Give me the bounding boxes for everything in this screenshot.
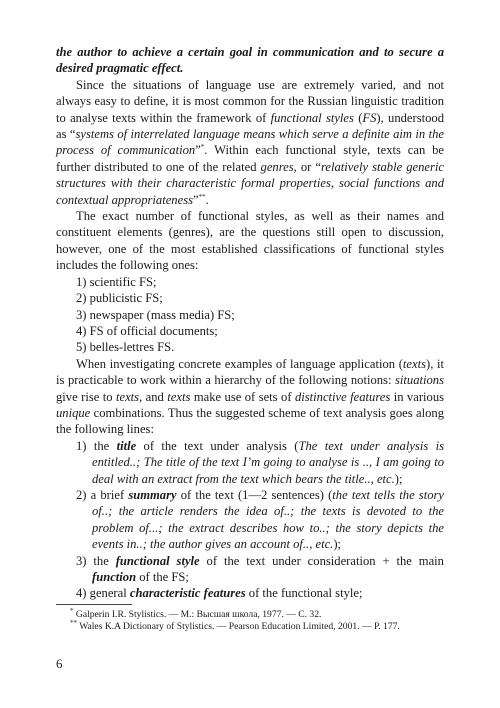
list-item: 5) belles-lettres FS. bbox=[76, 340, 175, 355]
italic-term: distinctive features bbox=[294, 389, 391, 404]
list-item bbox=[76, 553, 444, 586]
emphasis-text: the author to achieve a certain goal in communication and to secure a desired pragmatic effect. bbox=[56, 45, 444, 76]
italic-quote: relatively stable generic structures with their characteristic formal properties, social functions and contextual appropriateness bbox=[56, 159, 444, 207]
footnote bbox=[56, 606, 444, 621]
text-run: of the text under consideration + the main bbox=[199, 553, 444, 568]
text-run: ” bbox=[193, 192, 199, 207]
key-term: functional style bbox=[115, 553, 200, 568]
list-item: 2) publicistic FS; bbox=[76, 291, 163, 306]
key-term: function bbox=[92, 570, 137, 584]
text-run: ), understood as “ bbox=[56, 110, 444, 142]
text-run: of the functional style; bbox=[245, 586, 363, 601]
text-run: combinations. Thus the suggested scheme of text analysis goes along the following lines: bbox=[56, 405, 444, 437]
footnote-ref: * bbox=[200, 143, 205, 152]
text-run: of the text (1—2 sentences) ( bbox=[176, 487, 333, 502]
text-run: ” bbox=[195, 143, 201, 158]
list-item bbox=[76, 438, 444, 487]
paragraph-classification: The exact number of functional styles, as well as their names and constituent elements (genres), are the questions still open to discussion, however, one of the most established classifications of functional styles includes the following ones: bbox=[56, 209, 444, 273]
italic-term: texts bbox=[402, 356, 427, 371]
step-number: 4) bbox=[76, 586, 90, 601]
page-body bbox=[56, 44, 444, 602]
footnote-text: Wales K.A Dictionary of Stylistics. — Pearson Education Limited, 2001. — P. 177. bbox=[77, 621, 400, 633]
step-number: 2) bbox=[76, 487, 91, 502]
list-item bbox=[76, 487, 444, 553]
page-number: 6 bbox=[56, 656, 63, 671]
text-run: give rise to bbox=[56, 389, 116, 404]
footnote-mark: ** bbox=[70, 619, 77, 628]
text-run: a brief bbox=[90, 487, 129, 502]
key-term: characteristic features bbox=[129, 586, 246, 601]
text-run: . Within each functional style, texts can be further distributed to one of the related bbox=[56, 143, 445, 174]
italic-term: functional styles bbox=[270, 110, 354, 125]
italic-term: texts bbox=[115, 389, 140, 404]
text-run: in various bbox=[390, 389, 445, 404]
list-item: 4) FS of official documents; bbox=[76, 323, 218, 338]
list-item: 1) scientific FS; bbox=[76, 274, 157, 289]
text-run: the bbox=[93, 438, 117, 453]
text-run: , and bbox=[139, 389, 168, 404]
text-run: the bbox=[93, 553, 116, 568]
text-run: ), it is practicable to work within a hierarchy of the following notions: bbox=[56, 356, 444, 388]
example-phrases: The text under analysis is entitled..; The title of the text I’m going to analyse is .., I am going to deal with an extract from the text which bears the title.., etc. bbox=[92, 438, 444, 486]
paragraph-functional-styles bbox=[56, 77, 444, 208]
step-number: 1) bbox=[76, 438, 94, 453]
italic-term: unique bbox=[56, 405, 91, 420]
italic-term: texts bbox=[167, 389, 191, 404]
text-run: When investigating concrete examples of language application ( bbox=[76, 356, 403, 371]
text-run: ); bbox=[394, 471, 403, 486]
list-item bbox=[76, 585, 444, 601]
text-run: of the text under analysis ( bbox=[136, 438, 299, 453]
footnote-mark: * bbox=[70, 606, 74, 615]
footnote-text: Galperin I.R. Stylistics. — М.: Высшая школа, 1977. — С. 32. bbox=[73, 609, 322, 620]
text-run: general bbox=[89, 586, 130, 601]
footnote-divider bbox=[56, 604, 132, 605]
text-run: . bbox=[205, 192, 209, 207]
analysis-steps bbox=[56, 438, 444, 602]
example-phrases: the text tells the story of..; the article renders the idea of..; the texts is devoted to the problem of...; the extract describes how to..; the story depicts the events in..; the author gives an account of.., etc. bbox=[92, 487, 444, 552]
text-run: of the FS; bbox=[136, 570, 189, 584]
step-number: 3) bbox=[76, 553, 94, 568]
text-run: , or “ bbox=[293, 159, 321, 174]
footnotes bbox=[56, 606, 444, 634]
text-run: make use of sets of bbox=[190, 389, 295, 404]
list-item: 3) newspaper (mass media) FS; bbox=[76, 307, 235, 322]
key-term: title bbox=[116, 438, 137, 453]
footnote-ref: ** bbox=[198, 192, 206, 201]
footnote bbox=[56, 621, 444, 633]
text-run: ); bbox=[333, 537, 342, 552]
key-term: summary bbox=[128, 487, 177, 502]
paragraph-hierarchy bbox=[56, 356, 444, 438]
italic-term: FS bbox=[362, 110, 377, 125]
italic-term: genres bbox=[260, 159, 294, 174]
bold-continuation bbox=[56, 44, 444, 77]
italic-quote: systems of interrelated language means which serve a definite aim in the process of communication bbox=[56, 127, 444, 158]
italic-term: situations bbox=[395, 373, 444, 388]
text-run: Since the situations of language use are extremely varied, and not always easy to define, it is most common for the Russian linguistic tradition to analyse texts within the framework of bbox=[56, 77, 444, 125]
fs-list bbox=[56, 274, 444, 356]
text-run: ( bbox=[353, 110, 363, 125]
